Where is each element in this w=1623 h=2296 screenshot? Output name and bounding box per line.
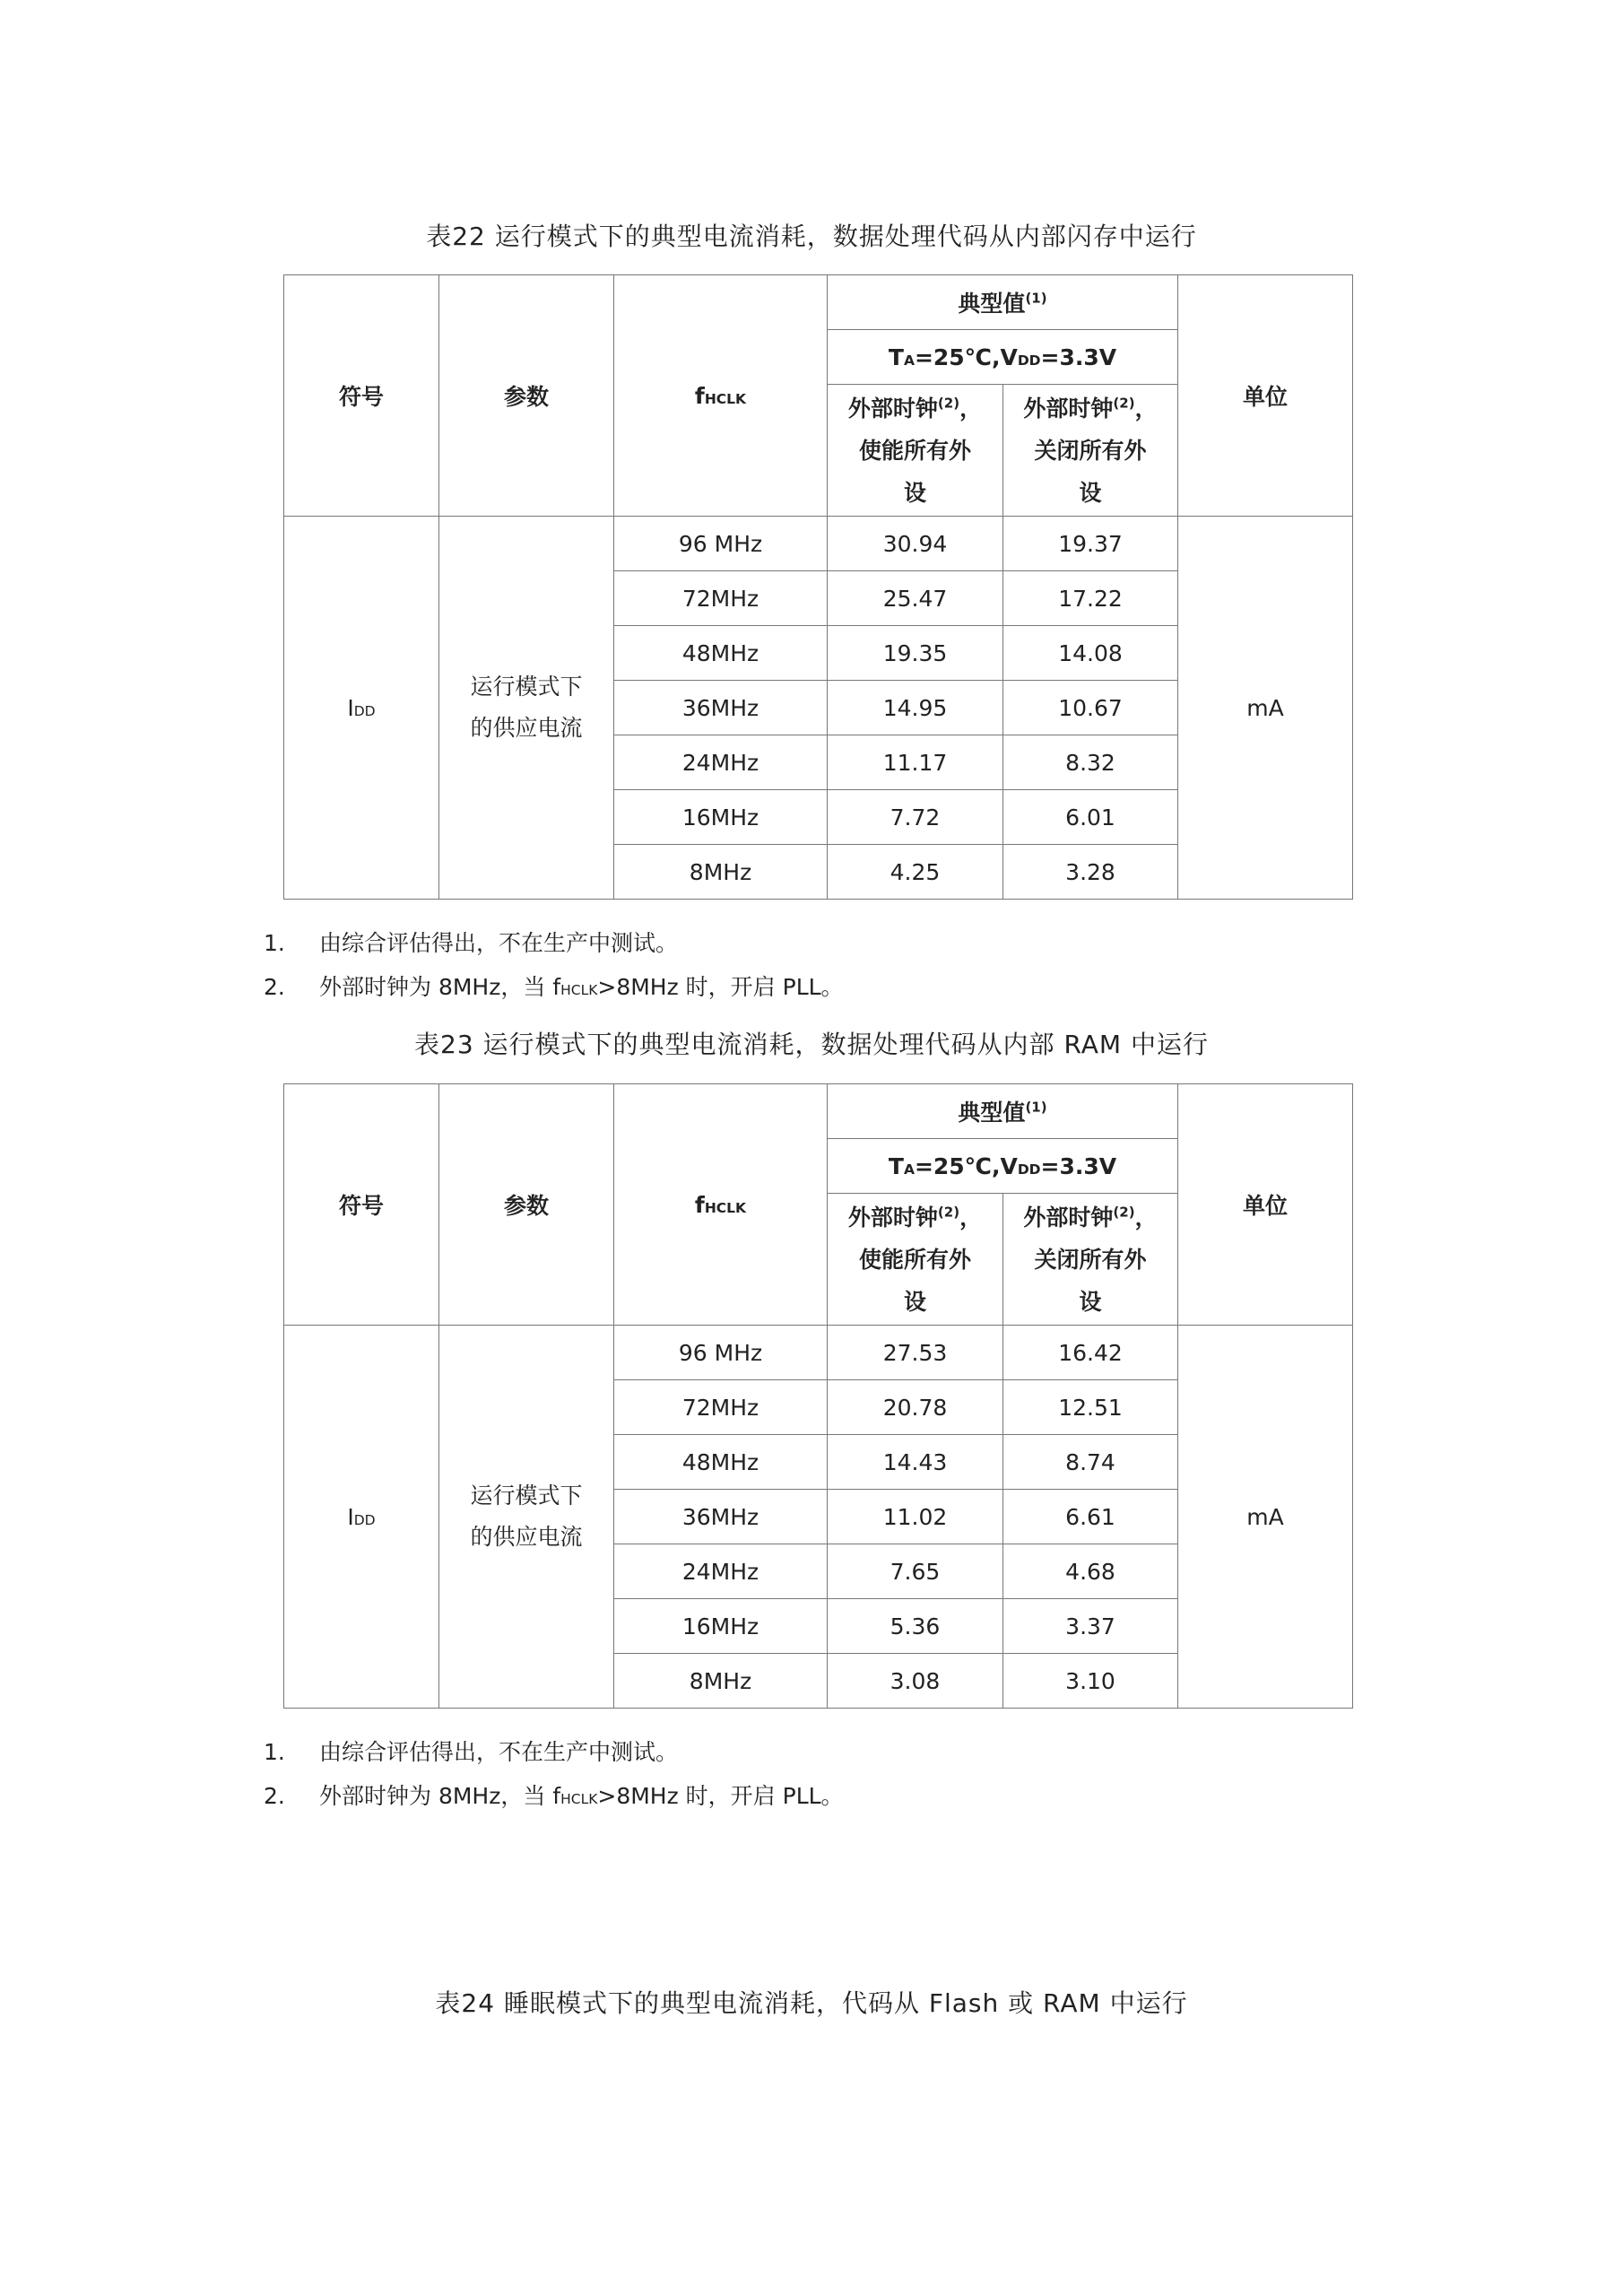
cond-vdd-sub: DD [1017, 352, 1041, 369]
header-freq-sub: HCLK [704, 1199, 747, 1216]
cond-vdd: V [1000, 344, 1018, 370]
freq-cell: 16MHz [614, 790, 828, 845]
col2-comma: ， [1134, 395, 1158, 422]
header-col-disable-all [1003, 385, 1178, 517]
col1-line1: 外部时钟 [847, 395, 938, 422]
footnote-text: 外部时钟为 8MHz，当 f [319, 1783, 561, 1809]
table22-footnote-1 [264, 926, 678, 958]
footnote-sub: HCLK [560, 982, 598, 998]
col2-line3: 设 [1079, 479, 1102, 506]
cond-vdd-value: =3.3V [1040, 344, 1117, 370]
value-cell: 25.47 [828, 571, 1003, 626]
symbol-cell [284, 517, 439, 900]
footnote-text-end: >8MHz 时，开启 PLL。 [597, 974, 844, 1000]
header-freq-main: f [694, 382, 705, 409]
footnote-number: 2. [264, 974, 285, 1000]
footnote-text: 由综合评估得出，不在生产中测试。 [319, 930, 679, 956]
cond-ta-value: =25℃, [914, 344, 1001, 370]
col1-line1: 外部时钟 [847, 1204, 938, 1231]
freq-cell: 16MHz [614, 1599, 828, 1654]
symbol-main: I [347, 1503, 354, 1530]
value-cell: 14.43 [828, 1435, 1003, 1490]
footnote-text-end: >8MHz 时，开启 PLL。 [597, 1783, 844, 1809]
freq-cell: 96 MHz [614, 1326, 828, 1380]
col2-note: (2) [1113, 395, 1135, 412]
table23-footnote-1 [264, 1735, 678, 1767]
freq-cell: 8MHz [614, 1654, 828, 1709]
freq-cell: 72MHz [614, 1380, 828, 1435]
value-cell: 7.72 [828, 790, 1003, 845]
header-col-enable-all [828, 1194, 1003, 1326]
freq-cell: 8MHz [614, 845, 828, 900]
param-line1: 运行模式下 [470, 1483, 583, 1509]
value-cell: 3.08 [828, 1654, 1003, 1709]
freq-cell: 24MHz [614, 735, 828, 790]
header-param: 参数 [439, 275, 614, 517]
footnote-number: 2. [264, 1783, 285, 1809]
value-cell: 30.94 [828, 517, 1003, 571]
value-cell: 4.25 [828, 845, 1003, 900]
table-row [284, 1326, 1353, 1380]
header-col-enable-all [828, 385, 1003, 517]
value-cell: 6.61 [1003, 1490, 1178, 1544]
col1-line2: 使能所有外 [858, 1246, 971, 1273]
header-typical-note: (1) [1025, 290, 1047, 307]
footnote-sub: HCLK [560, 1791, 598, 1807]
cond-ta-sub: A [903, 1161, 915, 1178]
value-cell: 11.17 [828, 735, 1003, 790]
value-cell: 10.67 [1003, 681, 1178, 735]
cond-vdd: V [1000, 1152, 1018, 1179]
footnote-text: 由综合评估得出，不在生产中测试。 [319, 1739, 679, 1765]
cond-ta: T [888, 1152, 904, 1179]
col1-note: (2) [937, 395, 960, 412]
param-line2: 的供应电流 [470, 1524, 583, 1550]
header-typical-label: 典型值 [958, 291, 1026, 317]
value-cell: 3.28 [1003, 845, 1178, 900]
cond-ta-value: =25℃, [914, 1152, 1001, 1179]
header-freq-sub: HCLK [704, 390, 747, 407]
symbol-cell [284, 1326, 439, 1709]
col2-line3: 设 [1079, 1288, 1102, 1315]
header-symbol: 符号 [284, 1084, 439, 1326]
header-freq-main: f [694, 1191, 705, 1218]
value-cell: 14.08 [1003, 626, 1178, 681]
value-cell: 4.68 [1003, 1544, 1178, 1599]
header-unit: 单位 [1178, 1084, 1353, 1326]
col2-line1: 外部时钟 [1023, 1204, 1114, 1231]
header-typical [828, 275, 1178, 330]
value-cell: 17.22 [1003, 571, 1178, 626]
table22 [283, 274, 1353, 900]
header-symbol: 符号 [284, 275, 439, 517]
unit-cell: mA [1178, 517, 1353, 900]
value-cell: 5.36 [828, 1599, 1003, 1654]
param-cell [439, 1326, 614, 1709]
header-freq [614, 1084, 828, 1326]
col1-note: (2) [937, 1204, 960, 1221]
cond-vdd-sub: DD [1017, 1161, 1041, 1178]
col2-line1: 外部时钟 [1023, 395, 1114, 422]
param-cell [439, 517, 614, 900]
table24-caption: 表24 睡眠模式下的典型电流消耗，代码从 Flash 或 RAM 中运行 [435, 1988, 1188, 2018]
freq-cell: 96 MHz [614, 517, 828, 571]
value-cell: 14.95 [828, 681, 1003, 735]
table22-footnote-2 [264, 970, 844, 1002]
header-conditions [828, 1139, 1178, 1194]
col1-line2: 使能所有外 [858, 437, 971, 464]
value-cell: 8.74 [1003, 1435, 1178, 1490]
value-cell: 20.78 [828, 1380, 1003, 1435]
param-line2: 的供应电流 [470, 715, 583, 741]
param-line1: 运行模式下 [470, 674, 583, 700]
footnote-number: 1. [264, 1739, 285, 1765]
header-typical-note: (1) [1025, 1099, 1047, 1116]
cond-vdd-value: =3.3V [1040, 1152, 1117, 1179]
col2-note: (2) [1113, 1204, 1135, 1221]
value-cell: 3.37 [1003, 1599, 1178, 1654]
table22-caption: 表22 运行模式下的典型电流消耗，数据处理代码从内部闪存中运行 [426, 222, 1197, 251]
symbol-main: I [347, 694, 354, 721]
col1-comma: ， [959, 1204, 983, 1231]
table23-caption: 表23 运行模式下的典型电流消耗，数据处理代码从内部 RAM 中运行 [414, 1030, 1209, 1059]
freq-cell: 48MHz [614, 1435, 828, 1490]
footnote-text: 外部时钟为 8MHz，当 f [319, 974, 561, 1000]
col2-comma: ， [1134, 1204, 1158, 1231]
value-cell: 6.01 [1003, 790, 1178, 845]
value-cell: 19.35 [828, 626, 1003, 681]
header-typical-label: 典型值 [958, 1100, 1026, 1126]
freq-cell: 48MHz [614, 626, 828, 681]
freq-cell: 36MHz [614, 681, 828, 735]
footnote-number: 1. [264, 930, 285, 956]
header-typical [828, 1084, 1178, 1139]
col1-comma: ， [959, 395, 983, 422]
header-unit: 单位 [1178, 275, 1353, 517]
header-freq [614, 275, 828, 517]
cond-ta: T [888, 344, 904, 370]
unit-cell: mA [1178, 1326, 1353, 1709]
value-cell: 12.51 [1003, 1380, 1178, 1435]
value-cell: 16.42 [1003, 1326, 1178, 1380]
col1-line3: 设 [903, 479, 926, 506]
freq-cell: 36MHz [614, 1490, 828, 1544]
col2-line2: 关闭所有外 [1034, 437, 1147, 464]
cond-ta-sub: A [903, 352, 915, 369]
value-cell: 7.65 [828, 1544, 1003, 1599]
col2-line2: 关闭所有外 [1034, 1246, 1147, 1273]
symbol-sub: DD [353, 1511, 376, 1528]
freq-cell: 24MHz [614, 1544, 828, 1599]
table-row [284, 517, 1353, 571]
symbol-sub: DD [353, 702, 376, 719]
table23-footnote-2 [264, 1779, 844, 1811]
header-param: 参数 [439, 1084, 614, 1326]
col1-line3: 设 [903, 1288, 926, 1315]
value-cell: 3.10 [1003, 1654, 1178, 1709]
freq-cell: 72MHz [614, 571, 828, 626]
header-col-disable-all [1003, 1194, 1178, 1326]
table23 [283, 1083, 1353, 1709]
value-cell: 27.53 [828, 1326, 1003, 1380]
value-cell: 8.32 [1003, 735, 1178, 790]
value-cell: 11.02 [828, 1490, 1003, 1544]
value-cell: 19.37 [1003, 517, 1178, 571]
header-conditions [828, 330, 1178, 385]
